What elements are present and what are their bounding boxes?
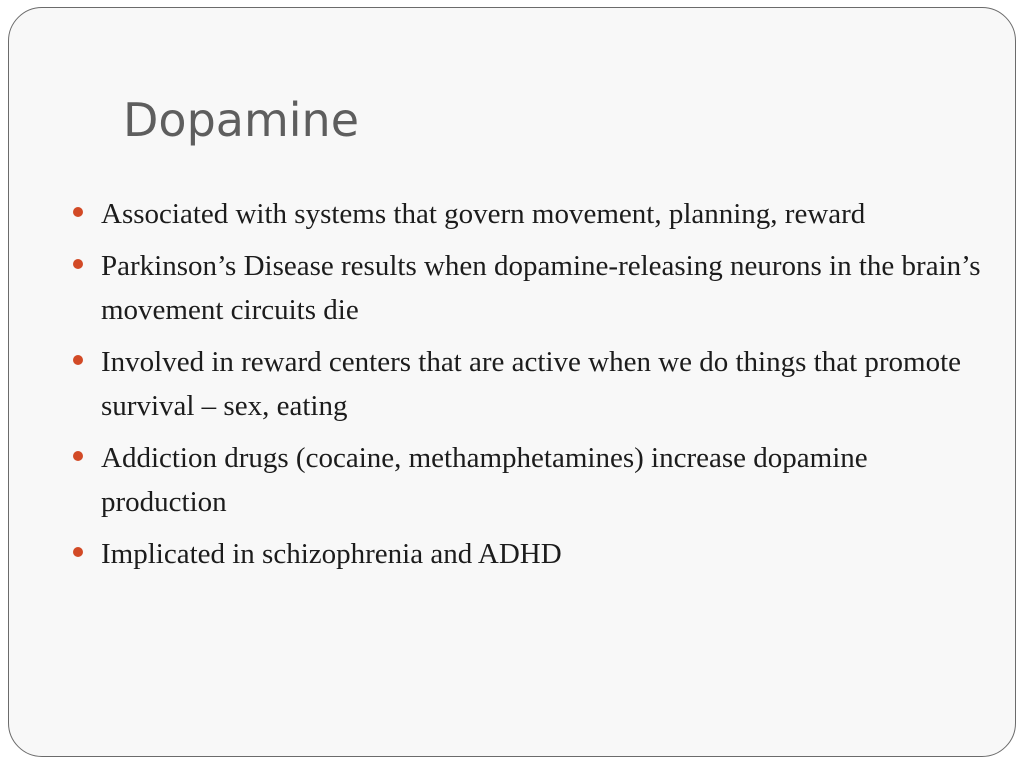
- bullet-dot-icon: [73, 451, 83, 461]
- bullet-list: [101, 192, 981, 584]
- slide-frame: [8, 7, 1016, 757]
- bullet-item: [101, 192, 981, 236]
- bullet-dot-icon: [73, 355, 83, 365]
- bullet-item: [101, 532, 981, 576]
- bullet-dot-icon: [73, 259, 83, 269]
- bullet-item: [101, 340, 981, 428]
- bullet-dot-icon: [73, 547, 83, 557]
- bullet-text: Implicated in schizophrenia and ADHD: [101, 538, 562, 570]
- slide-title: Dopamine: [123, 93, 359, 147]
- bullet-item: [101, 244, 981, 332]
- bullet-item: [101, 436, 981, 524]
- bullet-text: Associated with systems that govern movement, planning, reward: [101, 198, 866, 230]
- bullet-text: Involved in reward centers that are active when we do things that promote survival – sex, eating: [101, 346, 962, 422]
- bullet-text: Addiction drugs (cocaine, methamphetamines) increase dopamine production: [101, 442, 868, 518]
- bullet-dot-icon: [73, 207, 83, 217]
- bullet-text: Parkinson’s Disease results when dopamine-releasing neurons in the brain’s movement circuits die: [101, 250, 981, 326]
